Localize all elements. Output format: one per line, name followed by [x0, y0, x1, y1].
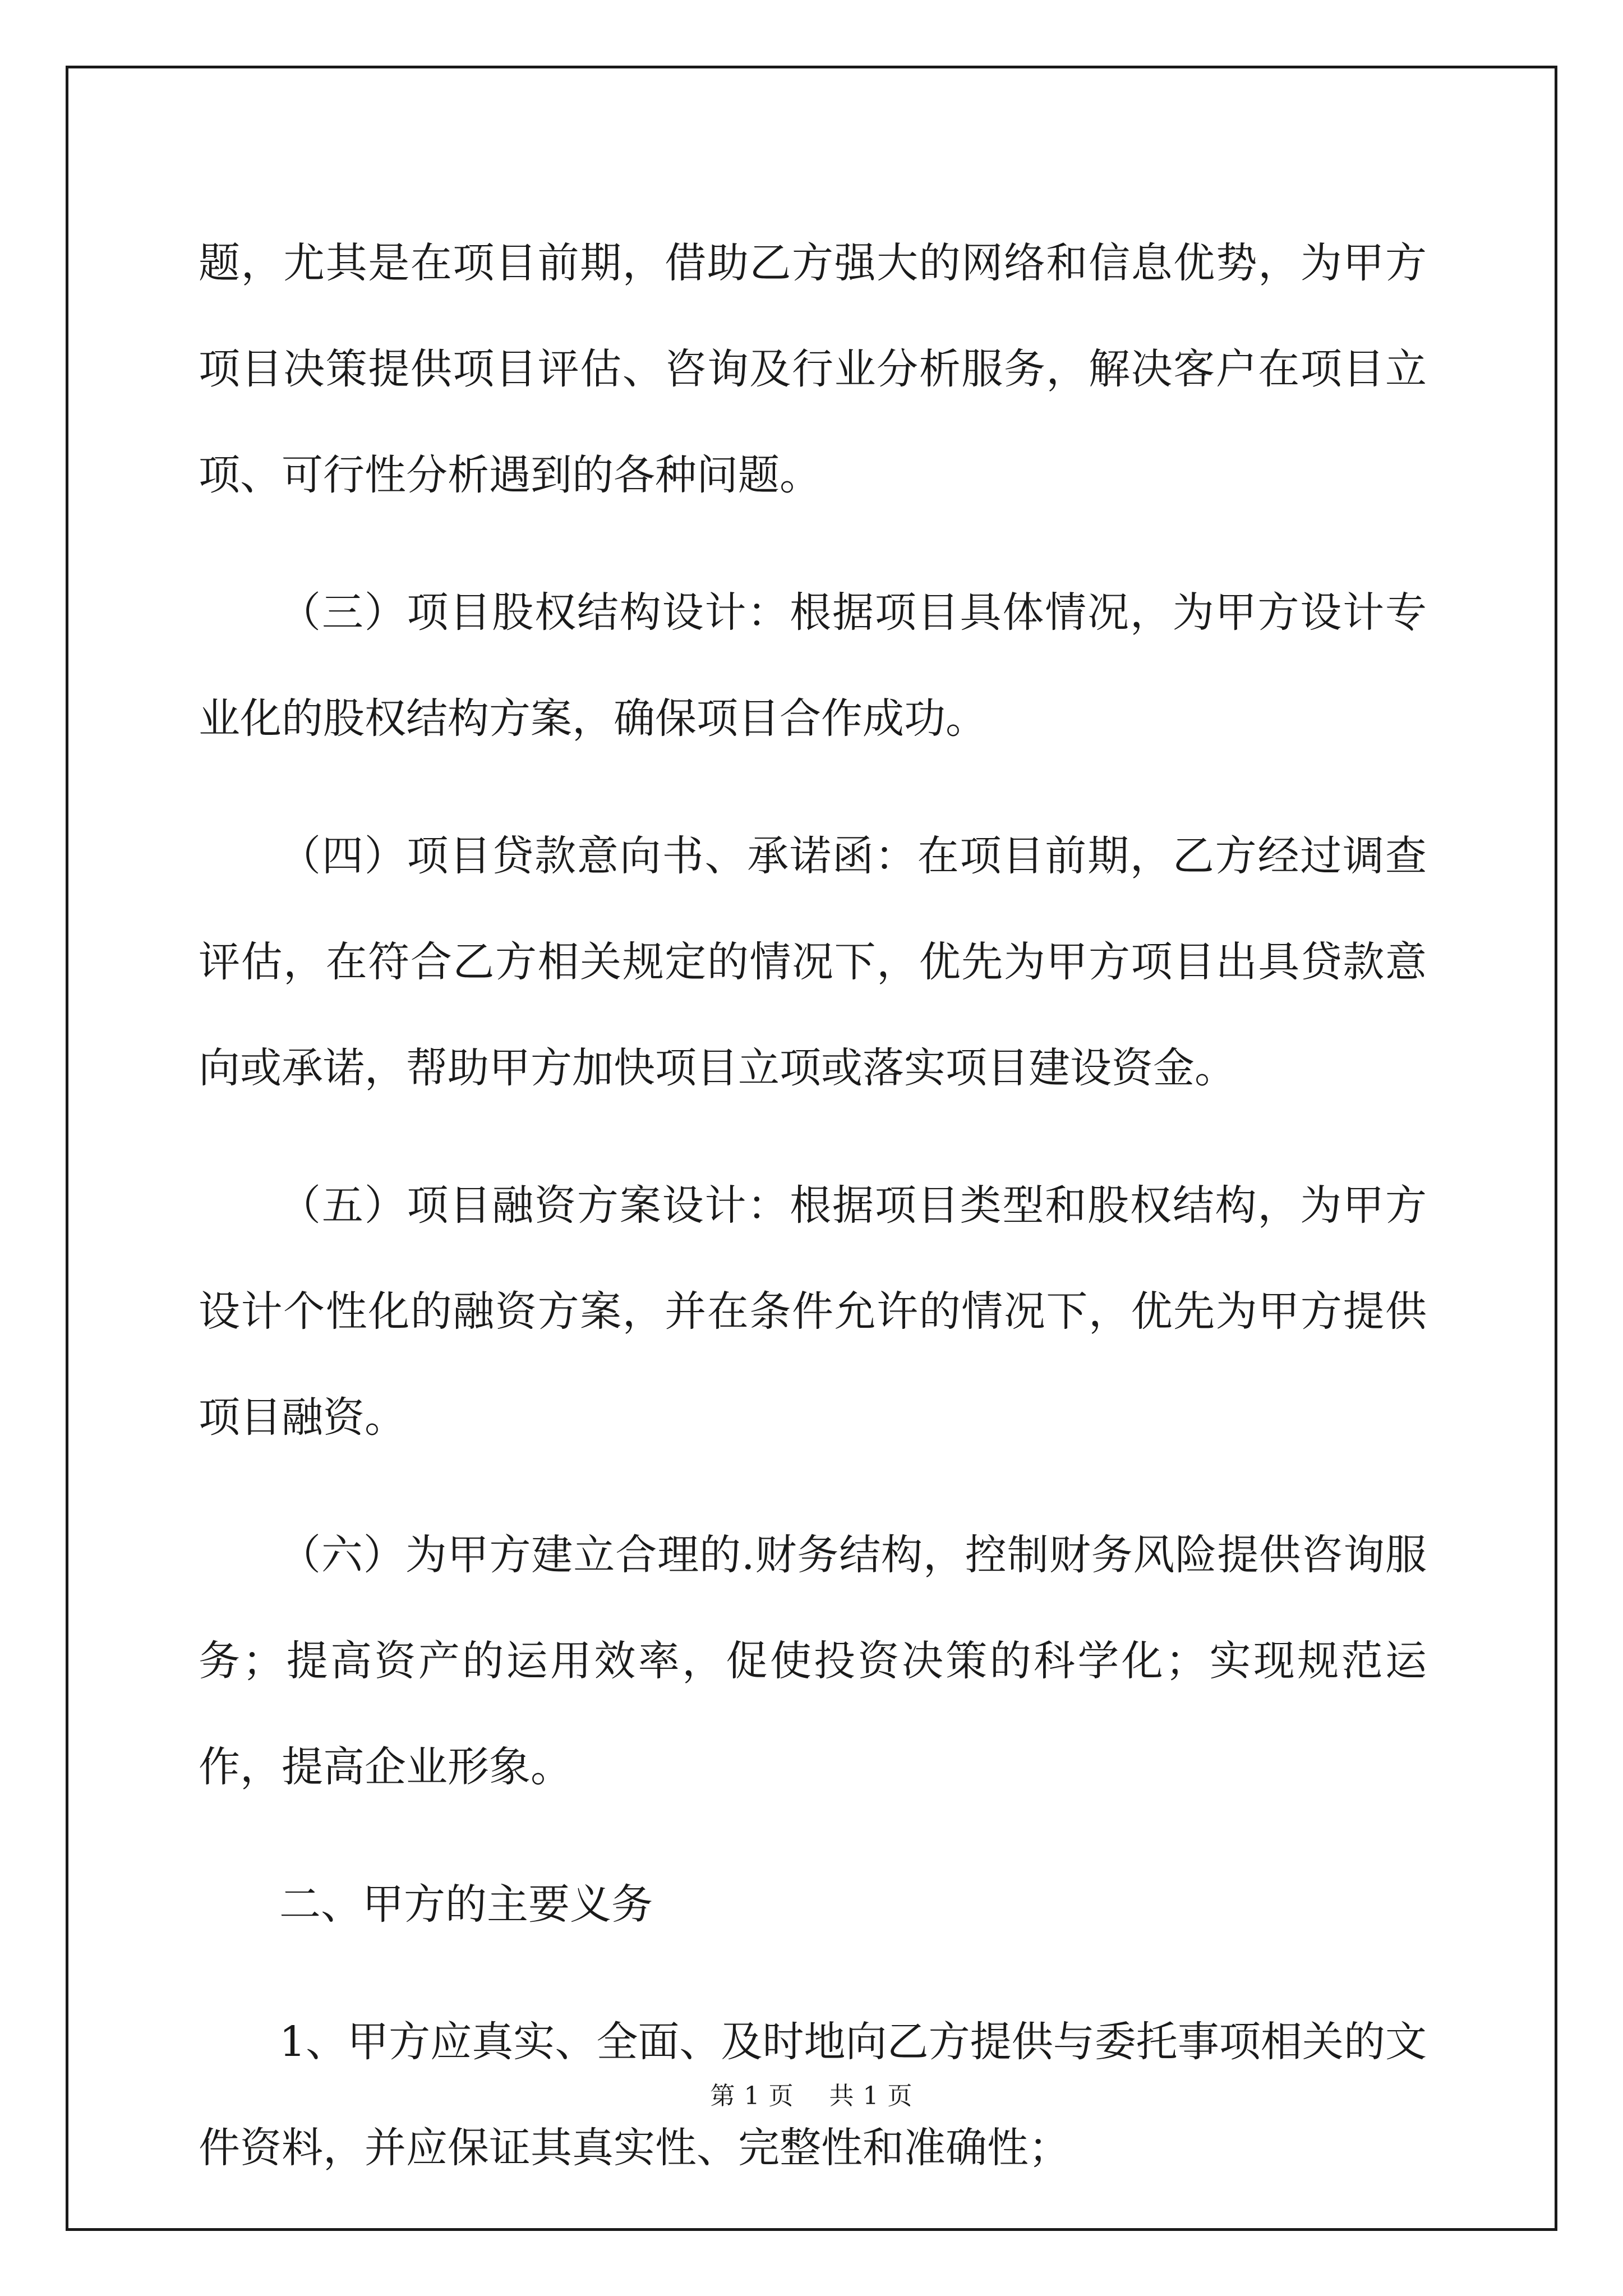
paragraph-section-4: （四）项目贷款意向书、承诺函：在项目前期，乙方经过调查评估，在符合乙方相关规定的情况下，优先为甲方项目出具贷款意向或承诺，帮助甲方加快项目立项或落实项目建设资金。: [199, 832, 1427, 1092]
page-total: 共 1 页: [829, 2082, 913, 2110]
paragraph-section-5: （五）项目融资方案设计：根据项目类型和股权结构，为甲方设计个性化的融资方案，并在条件允许的情况下，优先为甲方提供项目融资。: [199, 1181, 1427, 1442]
page-footer: [0, 2076, 1623, 2111]
document-body: [199, 210, 1427, 2233]
heading-party-a-obligations: 二、甲方的主要义务: [279, 1880, 653, 1929]
page-number: 第 1 页: [710, 2082, 794, 2110]
paragraph-section-6: （六）为甲方建立合理的.财务结构，控制财务风险提供咨询服务；提高资产的运用效率，促使投资决策的科学化；实现规范运作，提高企业形象。: [199, 1531, 1427, 1791]
paragraph-continuation: 题，尤其是在项目前期，借助乙方强大的网络和信息优势，为甲方项目决策提供项目评估、咨询及行业分析服务，解决客户在项目立项、可行性分析遇到的各种问题。: [199, 239, 1427, 499]
paragraph-obligation-1: 1、甲方应真实、全面、及时地向乙方提供与委托事项相关的文件资料，并应保证其真实性、完整性和准确性；: [199, 2018, 1427, 2172]
paragraph-section-3: （三）项目股权结构设计：根据项目具体情况，为甲方设计专业化的股权结构方案，确保项目合作成功。: [199, 588, 1427, 743]
